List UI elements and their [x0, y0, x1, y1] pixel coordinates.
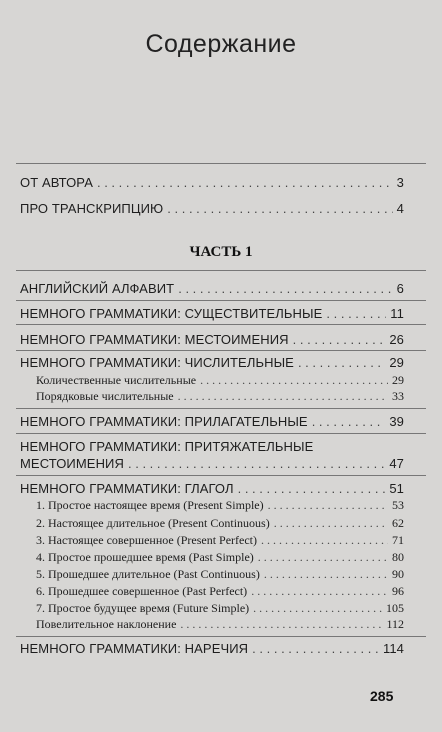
toc-entry-page: 96 — [392, 584, 404, 598]
divider — [16, 475, 426, 476]
toc-entry-page: 90 — [392, 567, 404, 581]
part-heading: ЧАСТЬ 1 — [189, 244, 253, 260]
toc-entry-label: ОТ АВТОРА — [20, 175, 93, 190]
toc-entry-label: НЕМНОГО ГРАММАТИКИ: ГЛАГОЛ — [20, 481, 234, 496]
leader-dots — [251, 584, 388, 599]
toc-entry-label: МЕСТОИМЕНИЯ — [20, 456, 124, 471]
leader-dots — [252, 641, 379, 656]
toc-entry-label: НЕМНОГО ГРАММАТИКИ: НАРЕЧИЯ — [20, 641, 249, 656]
toc-subentry-ordinal — [36, 389, 404, 404]
toc-entry-page: 51 — [389, 481, 404, 496]
leader-dots — [258, 550, 388, 565]
leader-dots — [264, 567, 388, 582]
toc-entry-page: 3 — [396, 175, 404, 190]
toc-entry-nouns — [20, 306, 404, 321]
toc-entry-label: Порядковые числительные — [36, 389, 174, 403]
divider — [16, 300, 426, 301]
divider — [16, 324, 426, 325]
leader-dots — [312, 414, 386, 429]
toc-entry-page: 26 — [389, 332, 404, 347]
toc-subentry-cardinal — [36, 373, 404, 388]
toc-entry-page: 47 — [389, 456, 404, 471]
leader-dots — [293, 332, 386, 347]
toc-entry-page: 6 — [396, 281, 404, 296]
toc-entry-page: 29 — [389, 355, 404, 370]
toc-entry-label: 5. Прошедшее длительное (Past Continuous) — [36, 567, 260, 581]
toc-subentry-past-perfect — [36, 584, 404, 599]
toc-entry-alphabet — [20, 281, 404, 296]
page-number: 285 — [370, 688, 394, 704]
toc-entry-label: Количественные числительные — [36, 373, 197, 387]
toc-entry-possessive-line1 — [20, 439, 404, 454]
toc-entry-label: 7. Простое будущее время (Future Simple) — [36, 601, 250, 615]
toc-entry-numerals — [20, 355, 404, 370]
leader-dots — [167, 201, 392, 216]
leader-dots — [268, 498, 388, 513]
divider — [16, 270, 426, 271]
toc-entry-label: Повелительное наклонение — [36, 617, 177, 631]
leader-dots — [298, 355, 385, 370]
divider — [16, 433, 426, 434]
leader-dots — [178, 281, 392, 296]
toc-entry-label: 3. Настоящее совершенное (Present Perfect) — [36, 533, 258, 547]
toc-entry-label: 4. Простое прошедшее время (Past Simple) — [36, 550, 254, 564]
toc-entry-label: НЕМНОГО ГРАММАТИКИ: ЧИСЛИТЕЛЬНЫЕ — [20, 355, 294, 370]
toc-entry-page: 62 — [392, 516, 404, 530]
toc-entry-from-author — [20, 175, 404, 190]
toc-subentry-present-perfect — [36, 533, 404, 548]
toc-entry-label: 6. Прошедшее совершенное (Past Perfect) — [36, 584, 248, 598]
divider — [16, 408, 426, 409]
toc-subentry-imperative — [36, 617, 404, 632]
leader-dots — [180, 617, 382, 632]
leader-dots — [128, 456, 385, 471]
divider — [16, 163, 426, 164]
leader-dots — [261, 533, 388, 548]
toc-entry-page: 80 — [392, 550, 404, 564]
toc-entry-label: 1. Простое настоящее время (Present Simple) — [36, 498, 264, 512]
toc-entry-page: 29 — [392, 373, 404, 387]
toc-entry-label: ПРО ТРАНСКРИПЦИЮ — [20, 201, 164, 216]
divider — [16, 636, 426, 637]
leader-dots — [238, 481, 386, 496]
leader-dots — [253, 601, 382, 616]
toc-subentry-present-continuous — [36, 516, 404, 531]
toc-entry-verb — [20, 481, 404, 496]
toc-entry-pronouns — [20, 332, 404, 347]
toc-entry-label: НЕМНОГО ГРАММАТИКИ: МЕСТОИМЕНИЯ — [20, 332, 289, 347]
toc-entry-possessive — [20, 456, 404, 471]
toc-subentry-past-simple — [36, 550, 404, 565]
toc-entry-label: НЕМНОГО ГРАММАТИКИ: ПРИЛАГАТЕЛЬНЫЕ — [20, 414, 308, 429]
toc-subentry-present-simple — [36, 498, 404, 513]
toc-entry-page: 4 — [396, 201, 404, 216]
toc-entry-page: 53 — [392, 498, 404, 512]
toc-entry-page: 105 — [386, 601, 404, 615]
divider — [16, 350, 426, 351]
toc-subentry-future-simple — [36, 601, 404, 616]
toc-entry-label: НЕМНОГО ГРАММАТИКИ: ПРИТЯЖАТЕЛЬНЫЕ — [20, 439, 314, 454]
leader-dots — [274, 516, 388, 531]
toc-entry-transcription — [20, 201, 404, 216]
toc-entry-page: 114 — [382, 641, 404, 656]
toc-entry-label: НЕМНОГО ГРАММАТИКИ: СУЩЕСТВИТЕЛЬНЫЕ — [20, 306, 323, 321]
page-title: Содержание — [145, 30, 297, 58]
toc-subentry-past-continuous — [36, 567, 404, 582]
toc-entry-adjectives — [20, 414, 404, 429]
leader-dots — [178, 389, 388, 404]
leader-dots — [200, 373, 388, 388]
leader-dots — [97, 175, 393, 190]
toc-entry-page: 71 — [392, 533, 404, 547]
leader-dots — [326, 306, 386, 321]
toc-entry-label: АНГЛИЙСКИЙ АЛФАВИТ — [20, 281, 175, 296]
toc-entry-page: 112 — [386, 617, 404, 631]
toc-entry-page: 39 — [389, 414, 404, 429]
toc-entry-adverbs — [20, 641, 404, 656]
toc-entry-page: 11 — [390, 306, 404, 321]
toc-entry-page: 33 — [392, 389, 404, 403]
toc-entry-label: 2. Настоящее длительное (Present Continuous) — [36, 516, 270, 530]
